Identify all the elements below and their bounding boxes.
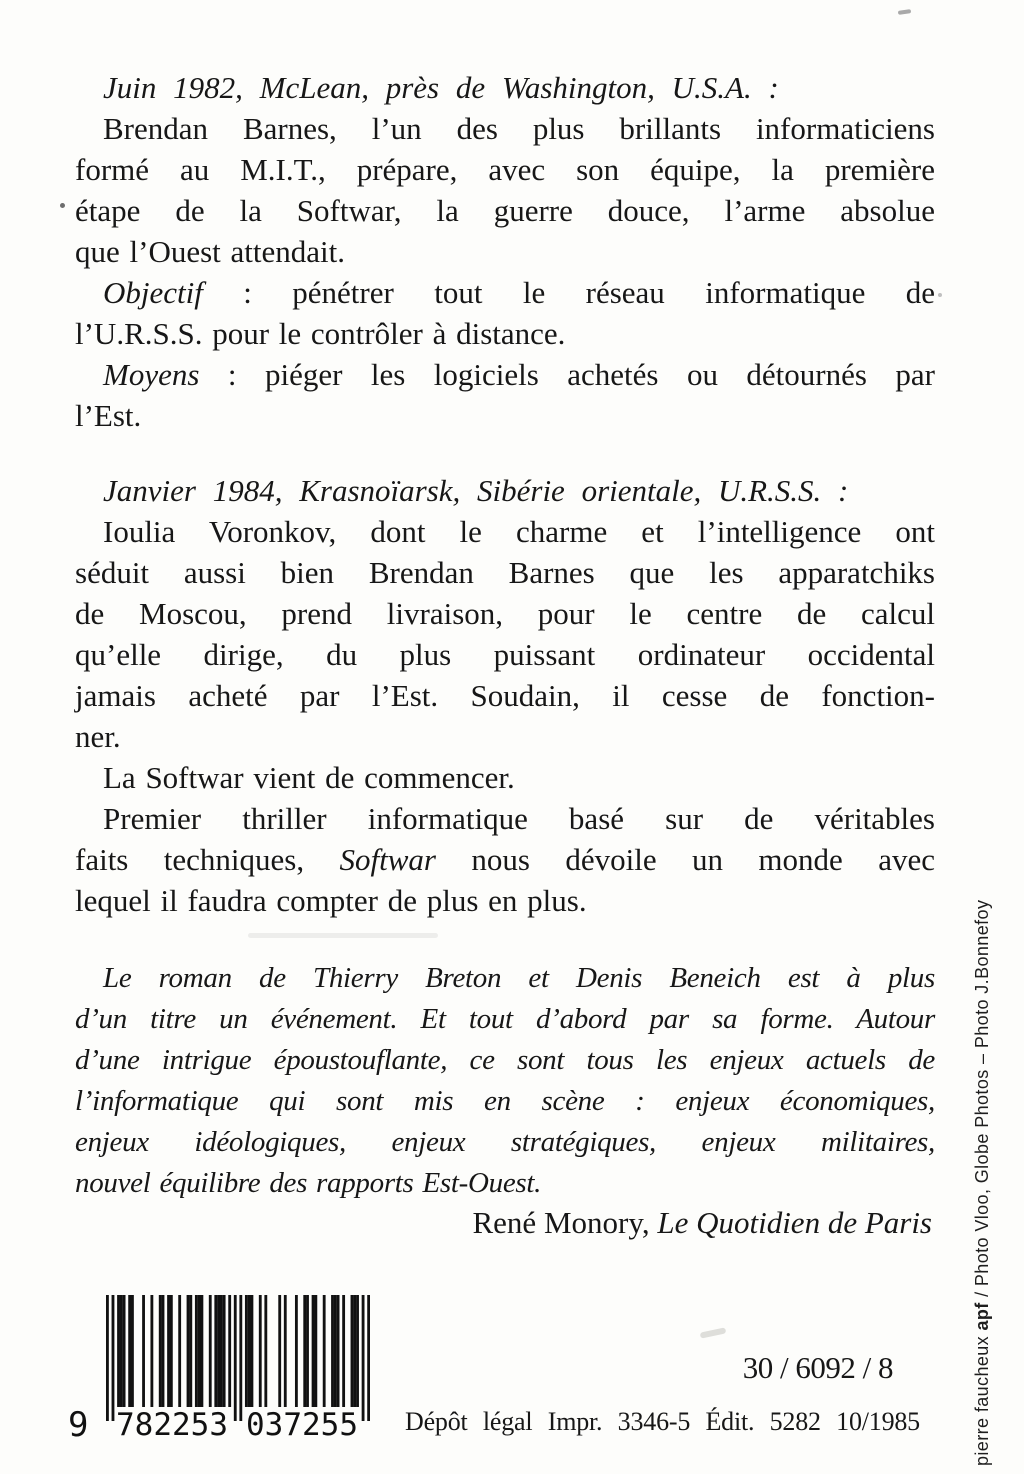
objectif-label: Objectif [103,275,203,310]
text-line: que l’Ouest attendait. [75,234,345,269]
text-line: de Moscou, prend livraison, pour le centre de calcul [75,596,935,631]
softwar-title-line [75,839,935,880]
quote-attribution [75,1202,935,1243]
quote-line: d’une intrigue époustouflante, ce sont tous les enjeux actuels de [75,1044,935,1076]
text-line: jamais acheté par l’Est. Soudain, il cesse de fonction- [75,678,935,713]
text-span: nous dévoile un monde avec [435,842,935,877]
scan-speck [60,203,65,208]
apf-logo-text: apf [972,1302,992,1331]
quote-line: d’un titre un événement. Et tout d’abord par sa forme. Autour [75,1003,935,1035]
text-line: étape de la Softwar, la guerre douce, l’arme absolue [75,193,935,228]
barcode [68,1295,378,1447]
text-span: : piéger les logiciels achetés ou détournés par [199,357,935,392]
quote-line: enjeux idéologiques, enjeux stratégiques, enjeux militaires, [75,1126,935,1158]
text-span: faits techniques, [75,842,340,877]
text-line: l’U.R.S.S. pour le contrôler à distance. [75,316,566,351]
dateline-1982: Juin 1982, McLean, près de Washington, U.S.A. : [103,70,779,105]
moyens-label: Moyens [103,357,200,392]
text-line: lequel il faudra compter de plus en plus. [75,883,587,918]
edition-code: 30 / 6092 / 8 [742,1350,893,1385]
barcode-digits-left: 782253 [116,1407,228,1443]
quote-line: l’informatique qui sont mis en scène : enjeux économiques, [75,1085,935,1117]
softwar-title: Softwar [339,842,436,877]
quote-line: Le roman de Thierry Breton et Denis Beneich est à plus [103,962,935,994]
dateline-1984: Janvier 1984, Krasnoïarsk, Sibérie orientale, U.R.S.S. : [103,473,849,508]
text-line: formé au M.I.T., prépare, avec son équipe, la première [75,152,935,187]
objectif-line [75,272,935,313]
scan-speck [898,9,911,15]
barcode-digits-right: 037255 [246,1407,358,1443]
text-line: l’Est. [75,398,142,433]
barcode-digit-first: 9 [68,1405,89,1445]
text-line: qu’elle dirige, du plus puissant ordinateur occidental [75,637,935,672]
quote-line: nouvel équilibre des rapports Est-Ouest. [75,1167,542,1199]
attribution-name: René Monory, [472,1205,658,1240]
scan-smudge [248,933,438,938]
text-line: Ioulia Voronkov, dont le charme et l’intelligence ont [103,514,935,549]
legal-deposit-line: Dépôt légal Impr. 3346-5 Édit. 5282 10/1985 [405,1407,920,1436]
scan-speck [938,293,942,297]
moyens-line [75,354,935,395]
text-span: : pénétrer tout le réseau informatique de [202,275,935,310]
barcode-bars [106,1295,370,1421]
photo-credit: / Photo Vloo, Globe Photos – Photo J.Bonnefoy [972,899,992,1303]
text-line: La Softwar vient de commencer. [103,760,515,795]
text-line: séduit aussi bien Brendan Barnes que les apparatchiks [75,555,935,590]
press-quote [75,958,935,1204]
attribution-source: Le Quotidien de Paris [657,1205,932,1240]
text-line: Premier thriller informatique basé sur de véritables [103,801,935,836]
designer-credit [972,816,993,1466]
text-line: Brendan Barnes, l’un des plus brillants informaticiens [103,111,935,146]
designer-name: pierre faucheux [972,1330,992,1466]
synopsis-1982 [75,67,935,436]
text-line: ner. [75,719,121,754]
scan-smudge [700,1327,727,1338]
synopsis-1984 [75,470,935,921]
